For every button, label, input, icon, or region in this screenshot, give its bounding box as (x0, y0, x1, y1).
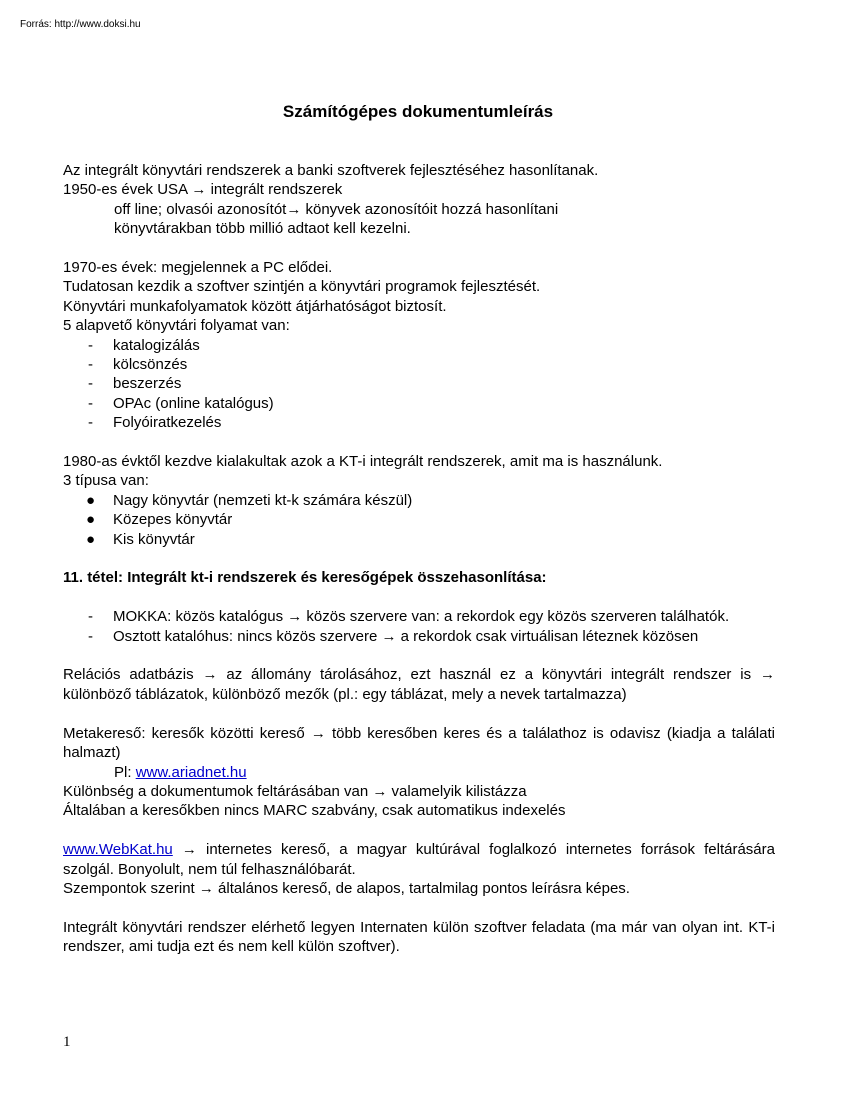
bullet-icon: ● (86, 511, 96, 529)
list-item: - Osztott katalóhus: nincs közös szervere → a rekordok csak virtuálisan léteznek közösen (88, 627, 699, 645)
dash-marker: - (88, 627, 93, 645)
closing-paragraph: Integrált könyvtári rendszer elérhető legyen Internaten külön szoftver feladata (ma már van olyan int. KT-i rendszer, ami tudja ezt és nem kell külön szoftver). (63, 918, 775, 956)
dash-marker: - (88, 394, 93, 412)
list-item: - OPAc (online katalógus) (88, 394, 274, 412)
dash-marker: - (88, 336, 93, 354)
bullet-icon: ● (86, 530, 96, 548)
bullet-icon: ● (86, 491, 96, 509)
section-1980-line: 1980-as évktől kezdve kialakultak azok a KT-i integrált rendszerek, amit ma is használunk. (63, 453, 663, 471)
list-item: - katalogizálás (88, 336, 200, 354)
list-item: - beszerzés (88, 375, 182, 393)
meta-line: Különbség a dokumentumok feltárásában van → valamelyik kilistázza (63, 782, 527, 800)
section-1970-line: 5 alapvető könyvtári folyamat van: (63, 317, 290, 335)
webkat-line: Szempontok szerint → általános kereső, de alapos, tartalmilag pontos leírásra képes. (63, 879, 630, 897)
intro-indented-line: off line; olvasói azonosítót→ könyvek azonosítóit hozzá hasonlítani (114, 200, 559, 218)
document-body (63, 161, 775, 957)
meta-line: Általában a keresőkben nincs MARC szabvány, csak automatikus indexelés (63, 802, 566, 820)
section-1970-line: 1970-es évek: megjelennek a PC elődei. (63, 259, 333, 277)
list-item: ● Kis könyvtár (86, 530, 195, 548)
page-title: Számítógépes dokumentumleírás (282, 102, 554, 121)
list-item: - Folyóiratkezelés (88, 414, 222, 432)
intro-line: Az integrált könyvtári rendszerek a banki szoftverek fejlesztéséhez hasonlítanak. (63, 162, 599, 179)
section-1970-line: Tudatosan kezdik a szoftver szintjén a könyvtári programok fejlesztését. (63, 278, 541, 296)
intro-indented-line: könyvtárakban több millió adtaot kell kezelni. (114, 220, 411, 238)
webkat-link[interactable]: www.WebKat.hu (63, 841, 173, 859)
dash-marker: - (88, 356, 93, 374)
source-note: Forrás: http://www.doksi.hu (20, 19, 141, 30)
meta-paragraph: Metakereső: keresők közötti kereső → több keresőben keres és a találathoz is odavisz (kiadja a találati halmazt) (63, 724, 775, 762)
dash-marker: - (88, 414, 93, 432)
relational-paragraph: Relációs adatbázis → az állomány tárolásához, ezt használ ez a könyvtári integrált rendszer is → különböző táblázatok, különböző mezők (pl.: egy táblázat, mely a nevek tartalmazza) (63, 666, 775, 703)
list-item: ● Nagy könyvtár (nemzeti kt-k számára készül) (86, 491, 413, 509)
example-line: Pl: www.ariadnet.hu (114, 763, 247, 781)
ariadnet-link[interactable]: www.ariadnet.hu (135, 763, 247, 781)
webkat-paragraph: www.WebKat.hu → internetes kereső, a magyar kultúrával foglalkozó internetes források feltárására szolgál. Bonyolult, nem túl felhasználóbarát. (63, 841, 775, 878)
list-item: ● Közepes könyvtár (86, 511, 233, 529)
intro-line: 1950-es évek USA → integrált rendszerek (63, 181, 343, 199)
list-item: - MOKKA: közös katalógus → közös szervere van: a rekordok egy közös szerveren találhatók. (88, 608, 730, 626)
section-heading: 11. tétel: Integrált kt-i rendszerek és keresőgépek összehasonlítása: (63, 569, 547, 587)
list-item: - kölcsönzés (88, 356, 188, 374)
dash-marker: - (88, 375, 93, 393)
page-number: 1 (63, 1034, 71, 1050)
dash-marker: - (88, 608, 93, 626)
section-1980-line: 3 típusa van: (63, 472, 149, 490)
section-1970-line: Könyvtári munkafolyamatok között átjárhatóságot biztosít. (63, 297, 447, 315)
